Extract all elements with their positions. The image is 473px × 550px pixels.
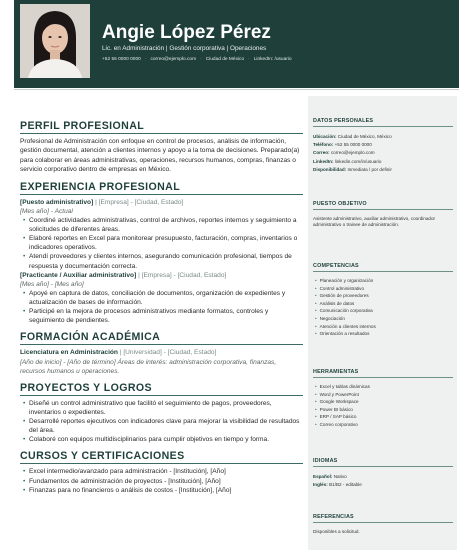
- profile-photo: [20, 4, 90, 78]
- job-bullets: [20, 216, 303, 271]
- resume-header: [14, 0, 459, 88]
- courses-bullets: [20, 467, 303, 494]
- skill-item: • Planeación y organización: [313, 277, 453, 285]
- projects-section: [20, 382, 303, 444]
- course-bullet: • Finanzas para no financieros o análisis de costos - [Institución], [Año]: [20, 486, 303, 495]
- row-key: Ubicación:: [313, 134, 337, 139]
- personal-data-list: [313, 133, 453, 174]
- section-title: PROYECTOS Y LOGROS: [20, 381, 153, 394]
- profile-text: Profesional de Administración con enfoque en control de procesos, análisis de información, gestión documental, atención a clientes internos y apoyo a la toma de decisiones. Preparado(a) para colaborar en áreas administrativas, operaciones, recursos humanos, compras, finanzas o servicio corporativo dentro de empresas en México.: [20, 138, 300, 174]
- job-bullet: • Apoyé en captura de datos, conciliación de documentos, organización de expedientes y actualización de bases de información.: [20, 289, 303, 307]
- job-meta: | [Empresa] - [Ciudad, Estado]: [136, 271, 227, 279]
- personal-row: [313, 166, 453, 174]
- tools-list: [313, 383, 453, 429]
- sidebar-heading: DATOS PERSONALES: [313, 118, 453, 127]
- personal-row: [313, 158, 453, 166]
- portrait-image: [20, 4, 90, 78]
- separator-dot: ·: [200, 57, 202, 62]
- job-bullet: • Participé en la mejora de procesos administrativos mediante formatos, controles y seguimiento de pendientes.: [20, 307, 303, 325]
- sidebar-heading: HERRAMIENTAS: [313, 369, 453, 378]
- main-column: [20, 120, 303, 495]
- row-value: correo@ejemplo.com: [330, 150, 375, 156]
- row-value: linkedin.com/in/usuario: [334, 158, 382, 164]
- course-bullet: • Fundamentos de administración de proyectos - [Institución], [Año]: [20, 477, 303, 486]
- section-divider: [20, 133, 303, 134]
- section-divider: [20, 344, 303, 345]
- language-row: [313, 473, 453, 481]
- sidebar-personal-data: [313, 118, 453, 174]
- job-dates: [Mes año] - Actual: [20, 207, 73, 215]
- project-bullet: • Desarrollé reportes ejecutivos con indicadores clave para mejorar la visibilidad de resultados del área.: [20, 417, 303, 435]
- job-role: [Practicante / Auxiliar administrativo]: [20, 271, 137, 279]
- section-title: FORMACIÓN ACADÉMICA: [20, 331, 161, 344]
- row-key: LinkedIn:: [313, 158, 334, 164]
- objective-text: Asistente administrativo, auxiliar administrativo, coordinador administrativo o trainee de administración.: [313, 216, 436, 228]
- header-divider: [14, 89, 459, 90]
- profile-section: [20, 120, 303, 175]
- education-section: [20, 331, 303, 376]
- row-key: Inglés:: [313, 482, 328, 488]
- section-title: EXPERIENCIA PROFESIONAL: [20, 180, 181, 193]
- section-divider: [20, 463, 303, 464]
- skill-item: • Negociación: [313, 315, 453, 323]
- row-value: B1/B2 - editable: [329, 482, 362, 488]
- personal-row: [313, 149, 453, 157]
- row-value: Nativo: [333, 474, 347, 479]
- language-row: [313, 481, 453, 489]
- candidate-subtitle: Lic. en Administración | Gestión corporativa | Operaciones: [102, 45, 267, 52]
- separator-dot: ·: [248, 57, 250, 62]
- sidebar: [308, 96, 457, 550]
- tool-item: • Correo corporativo: [313, 421, 453, 429]
- job-bullet: • Elaboré reportes en Excel para monitorear presupuesto, facturación, compras, inventarios o indicadores operativos.: [20, 234, 303, 252]
- row-value: Inmediata / por definir: [347, 166, 392, 172]
- job-dates: [Mes año] - [Mes año]: [20, 280, 84, 288]
- skill-item: • Comunicación corporativa: [313, 307, 453, 315]
- personal-row: [313, 133, 453, 141]
- skill-item: • Atención a clientes internos: [313, 323, 453, 331]
- section-divider: [20, 194, 303, 195]
- sidebar-references: [313, 514, 453, 535]
- row-key: Teléfono:: [313, 142, 334, 148]
- row-key: Español:: [313, 474, 333, 479]
- education-heading: [20, 348, 303, 357]
- sidebar-skills: [313, 263, 453, 338]
- degree: Licenciatura en Administración: [20, 349, 118, 357]
- header-city: Ciudad de México: [205, 57, 245, 62]
- personal-row: [313, 141, 453, 149]
- skill-item: • Gestión de proveedores: [313, 292, 453, 300]
- education-detail: [Año de inicio] - [Año de término] Áreas de interés: administración corporativa, finanzas, recursos humanos u operaciones.: [20, 358, 277, 375]
- courses-section: [20, 450, 303, 494]
- row-value: +52 55 0000 0000: [334, 142, 372, 148]
- sidebar-heading: COMPETENCIAS: [313, 263, 453, 272]
- skill-item: • Control administrativo: [313, 285, 453, 293]
- row-key: Disponibilidad:: [313, 166, 347, 172]
- header-phone: +52 55 0000 0000: [102, 57, 141, 62]
- row-key: Correo:: [313, 150, 330, 156]
- tool-item: • Word y PowerPoint: [313, 391, 453, 399]
- job-heading: [20, 271, 303, 280]
- job-bullet: • Atendí proveedores y clientes internos, asegurando comunicación profesional, tiempos de respuesta y documentación correcta.: [20, 252, 303, 270]
- job-bullets: [20, 289, 303, 325]
- header-contact: [102, 57, 292, 62]
- row-value: Ciudad de México, México: [337, 134, 392, 139]
- projects-bullets: [20, 399, 303, 444]
- sidebar-languages: [313, 458, 453, 489]
- candidate-name: Angie López Pérez: [102, 22, 271, 43]
- section-divider: [20, 395, 303, 396]
- skill-item: • Análisis de datos: [313, 300, 453, 308]
- sidebar-heading: REFERENCIAS: [313, 514, 453, 523]
- education-meta: | [Universidad] - [Ciudad, Estado]: [117, 349, 217, 357]
- tool-item: • ERP / SAP básico: [313, 413, 453, 421]
- sidebar-objective: [313, 201, 453, 229]
- references-text: Disponibles a solicitud.: [313, 529, 360, 534]
- experience-section: [20, 181, 303, 326]
- skill-item: • Orientación a resultados: [313, 330, 453, 338]
- skills-list: [313, 277, 453, 338]
- header-linkedin: LinkedIn: /usuario: [253, 57, 292, 62]
- tool-item: • Google Workspace: [313, 398, 453, 406]
- sidebar-heading: PUESTO OBJETIVO: [313, 201, 453, 210]
- sidebar-tools: [313, 369, 453, 429]
- languages-list: [313, 473, 453, 489]
- section-title: CURSOS Y CERTIFICACIONES: [20, 450, 185, 463]
- job-heading: [20, 198, 303, 207]
- job-bullet: • Coordiné actividades administrativas, control de archivos, reportes internos y seguimiento a solicitudes de diferentes áreas.: [20, 216, 303, 234]
- project-bullet: • Colaboré con equipos multidisciplinarios para cumplir objetivos en tiempo y forma.: [20, 435, 303, 444]
- separator-dot: ·: [144, 57, 147, 62]
- project-bullet: • Diseñé un control administrativo que facilitó el seguimiento de pagos, proveedores, inventarios o expedientes.: [20, 399, 303, 417]
- job-role: [Puesto administrativo]: [20, 198, 94, 206]
- tool-item: • Excel y tablas dinámicas: [313, 383, 453, 391]
- header-email: correo@ejemplo.com: [150, 57, 197, 62]
- job-meta: | [Empresa] - [Ciudad, Estado]: [93, 198, 184, 206]
- course-bullet: • Excel intermedio/avanzado para administración - [Institución], [Año]: [20, 467, 303, 476]
- sidebar-heading: IDIOMAS: [313, 458, 453, 467]
- section-title: PERFIL PROFESIONAL: [20, 120, 145, 132]
- tool-item: • Power BI básico: [313, 406, 453, 414]
